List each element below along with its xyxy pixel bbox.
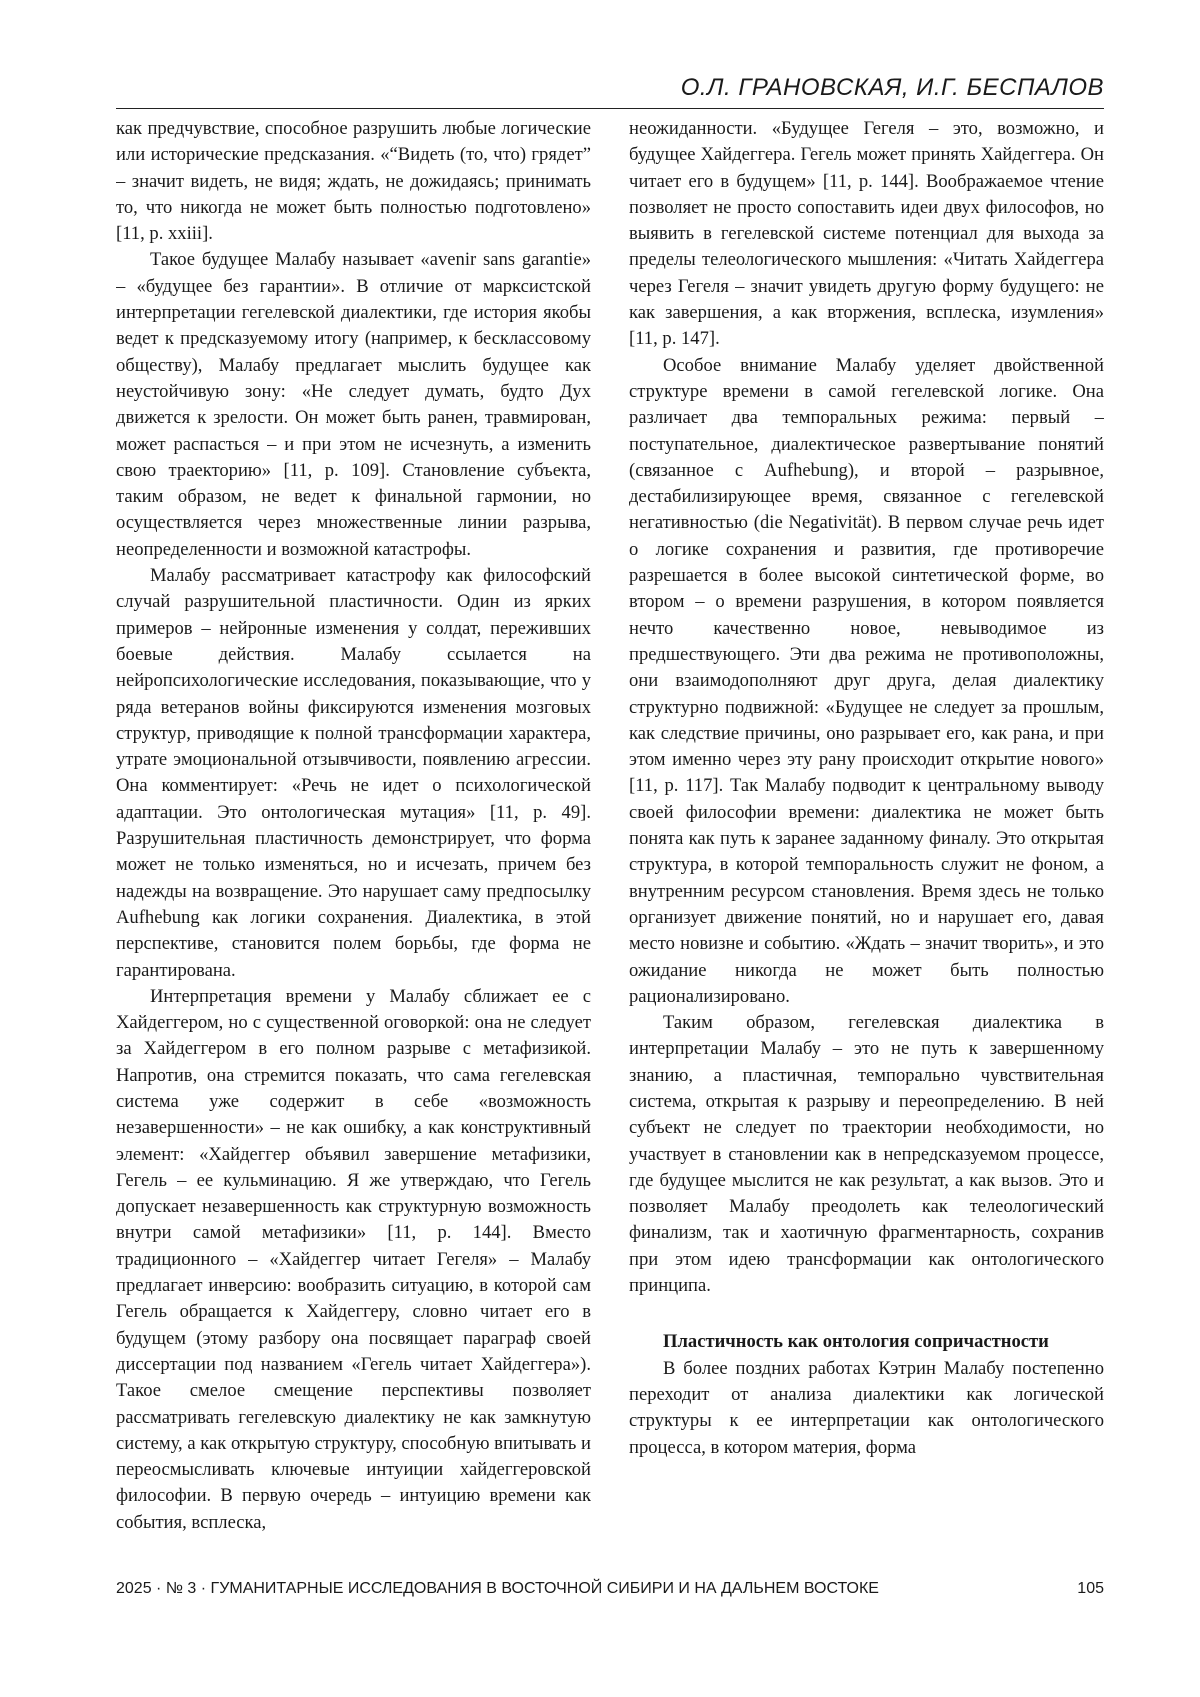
article-body	[116, 116, 1104, 1556]
paragraph: В более поздних работах Кэтрин Малабу постепенно переходит от анализа диалектики как логической структуры к ее интерпретации как онтологического процесса, в котором материя, форма	[629, 1357, 1104, 1458]
left-column	[116, 116, 591, 1556]
paragraph: как предчувствие, способное разрушить любые логические или исторические предсказания. «“Видеть (то, что) грядет” – значит видеть, не видя; ждать, не дожидаясь; принимать то, что никогда не может быть полностью подготовлено» [11, p. xxiii].	[116, 118, 591, 245]
right-column	[629, 116, 1104, 1556]
paragraph: Интерпретация времени у Малабу сближает ее с Хайдеггером, но с существенной оговоркой: она не следует за Хайдеггером в его полном разрыве с метафизикой. Напротив, она стремится показать, что сама гегелевская система уже содержит в себе «возможность незавершенности» – не как ошибку, а как конструктивный элемент: «Хайдеггер объявил завершение метафизики, Гегель – ее кульминацию. Я же утверждаю, что Гегель допускает незавершенность как структурную возможность внутри самой метафизики» [11, p. 144]. Вместо традиционного – «Хайдеггер читает Гегеля» – Малабу предлагает инверсию: вообразить ситуацию, в которой сам Гегель обращается к Хайдеггеру, словно читает его в будущем (этому разбору она посвящает параграф своей диссертации под названием «Гегель читает Хайдеггера»). Такое смелое смещение перспективы позволяет рассматривать гегелевскую диалектику не как замкнутую систему, а как открытую структуру, способную впитывать и переосмысливать ключевые интуиции хайдеггеровской философии. В первую очередь – интуицию времени как события, всплеска,	[116, 985, 591, 1533]
paragraph: Особое внимание Малабу уделяет двойственной структуре времени в самой гегелевской логике. Она различает два темпоральных режима: первый – поступательное, диалектическое развертывание понятий (связанное с Aufhebung), и второй – разрывное, дестабилизирующее время, связанное с гегелевской негативностью (die Negativität). В первом случае речь идет о логике сохранения и развития, где противоречие разрешается в более высокой синтетической форме, во втором – о времени разрушения, в котором появляется нечто качественно новое, невыводимое из предшествующего. Эти два режима не противоположны, они взаимодополняют друг друга, делая диалектику структурно подвижной: «Будущее не следует за прошлым, как следствие причины, оно разрывает его, как рана, и при этом именно через эту рану происходит открытие нового» [11, p. 117]. Так Малабу подводит к центральному выводу своей философии времени: диалектика не может быть понята как путь к заранее заданному финалу. Это открытая структура, в которой темпоральность служит не фоном, а внутренним ресурсом становления. Время здесь не только организует движение понятий, но и нарушает его, давая место новизне и событию. «Ждать – значит творить», и это ожидание никогда не может быть полностью рационализировано.	[629, 354, 1104, 1007]
page-number: 105	[1077, 1580, 1104, 1597]
paragraph: неожиданности. «Будущее Гегеля – это, возможно, и будущее Хайдеггера. Гегель может принять Хайдеггера. Он читает его в будущем» [11, p. 144]. Воображаемое чтение позволяет не просто сопоставить идеи двух философов, но выявить в гегелевской системе потенциал для выхода за пределы телеологического мышления: «Читать Хайдеггера через Гегеля – значит увидеть другую форму будущего: не как завершения, а как вторжения, всплеска, изумления» [11, p. 147].	[629, 118, 1104, 350]
paragraph: Таким образом, гегелевская диалектика в интерпретации Малабу – это не путь к завершенному знанию, а пластичная, темпорально чувствительная система, открытая к разрыву и переопределению. В ней субъект не следует по траектории необходимости, но участвует в становлении как в непредсказуемом процессе, где будущее мыслится не как результат, а как вызов. Это и позволяет Малабу преодолеть как телеологический финализм, так и хаотичную фрагментарность, сохранив при этом идею трансформации как онтологического принципа.	[629, 1012, 1104, 1297]
running-footer	[116, 1580, 1104, 1598]
header-authors: О.Л. ГРАНОВСКАЯ, И.Г. БЕСПАЛОВ	[680, 74, 1104, 101]
paragraph: Такое будущее Малабу называет «avenir sans garantie» – «будущее без гарантии». В отличие от марксистской интерпретации гегелевской диалектики, где история якобы ведет к предсказуемому итогу (например, к бесклассовому обществу), Малабу предлагает мыслить будущее как неустойчивую зону: «Не следует думать, будто Дух движется к зрелости. Он может быть ранен, травмирован, может распасться – и при этом не исчезнуть, а изменить свою траекторию» [11, p. 109]. Становление субъекта, таким образом, не ведет к финальной гармонии, но осуществляется через множественные линии разрыва, неопределенности и возможной катастрофы.	[116, 249, 591, 560]
journal-title: 2025 · № 3 · ГУМАНИТАРНЫЕ ИССЛЕДОВАНИЯ В ВОСТОЧНОЙ СИБИРИ И НА ДАЛЬНЕМ ВОСТОКЕ	[116, 1580, 879, 1597]
paragraph: Малабу рассматривает катастрофу как философский случай разрушительной пластичности. Один из ярких примеров – нейронные изменения у солдат, переживших боевые действия. Малабу ссылается на нейропсихологические исследования, показывающие, что у ряда ветеранов войны фиксируются изменения мозговых структур, приводящие к полной трансформации характера, утрате эмоциональной отзывчивости, появлению агрессии. Она комментирует: «Речь не идет о психологической адаптации. Это онтологическая мутация» [11, p. 49]. Разрушительная пластичность демонстрирует, что форма может не только изменяться, но и исчезать, причем без надежды на возвращение. Это нарушает саму предпосылку Aufhebung как логики сохранения. Диалектика, в этой перспективе, становится полем борьбы, где форма не гарантирована.	[116, 565, 591, 981]
section-heading: Пластичность как онтология сопричастности	[663, 1331, 1049, 1353]
running-header	[116, 72, 1104, 109]
